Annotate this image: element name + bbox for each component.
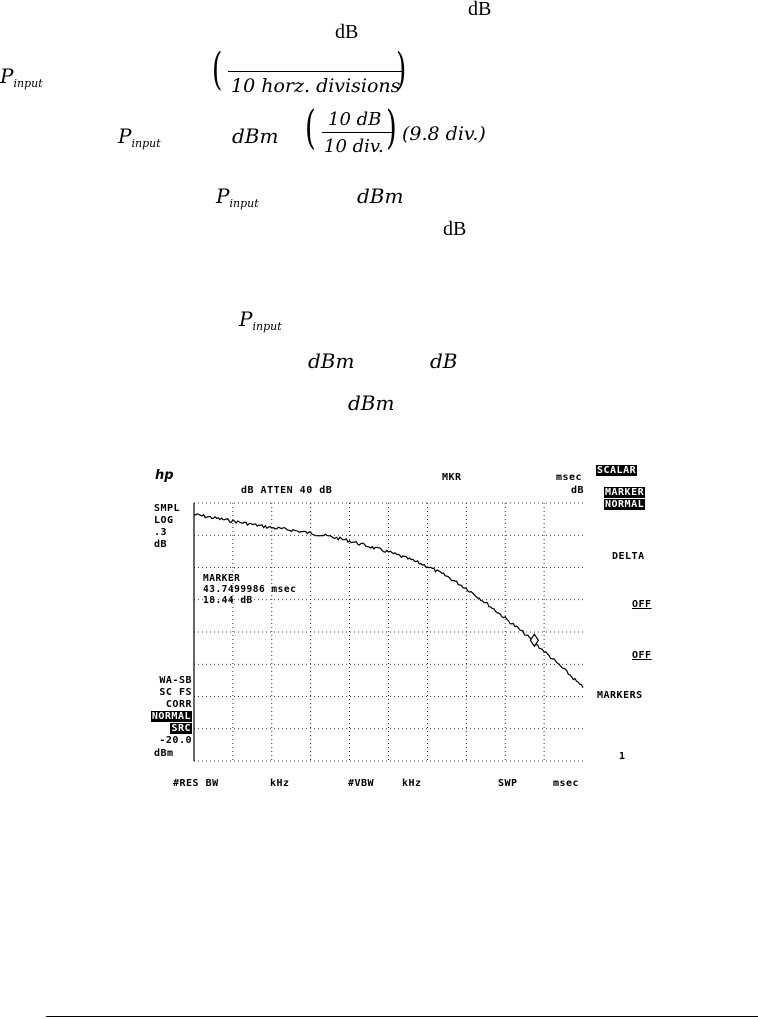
scale-label: .3 <box>154 527 168 538</box>
corr-label: CORR <box>165 699 192 710</box>
ref-unit: dBm <box>154 748 174 759</box>
eq9-unit: dBm <box>348 391 395 415</box>
vbw-label: #VBW <box>348 778 375 789</box>
marker-time: 43.7499986 msec <box>203 584 297 595</box>
swp-unit: msec <box>553 778 580 789</box>
softkey-off-1[interactable]: OFF <box>632 599 652 610</box>
eq4-unit: dBm <box>232 124 279 148</box>
sc-fs-label: SC FS <box>159 687 192 698</box>
eq3-lparen: ( <box>212 44 223 95</box>
eq8-unit-a: dBm <box>308 349 355 373</box>
eq3-rparen: ) <box>396 44 407 95</box>
softkey-marker-label: MARKER <box>605 487 645 498</box>
src-inverse-label: SRC <box>171 723 191 734</box>
eq3-denominator: 10 horz. divisions <box>231 75 401 97</box>
eq5-symbol: $P_{input}$ <box>216 184 259 210</box>
wa-sb-label: WA-SB <box>159 675 192 686</box>
ref-level: -20.0 <box>159 735 192 746</box>
log-label: LOG <box>154 515 174 526</box>
res-bw-label: #RES BW <box>173 778 219 789</box>
atten-label: dB ATTEN 40 dB <box>241 485 333 496</box>
eq5-unit: dBm <box>357 184 404 208</box>
eq4-lparen: ( <box>305 100 316 154</box>
eq4-symbol: $P_{input}$ <box>118 124 161 150</box>
footer-rule <box>46 1016 758 1017</box>
mkr-unit2: dB <box>571 485 585 496</box>
res-bw-unit: kHz <box>270 778 290 789</box>
softkey-page-num: 1 <box>619 751 626 762</box>
softkey-delta[interactable]: DELTA <box>612 551 645 562</box>
softkey-scalar[interactable]: SCALAR <box>597 465 637 476</box>
eq6-unit: dB <box>443 218 467 240</box>
eq4-rparen: ) <box>386 100 397 154</box>
eq4-frac-den: 10 div. <box>324 136 384 157</box>
eq4-frac-num: 10 dB <box>328 109 382 130</box>
eq4-factor: (9.8 div.) <box>402 123 486 145</box>
vbw-unit: kHz <box>402 778 422 789</box>
hp-logo: hp <box>155 468 174 483</box>
eq7-symbol: $P_{input}$ <box>239 307 282 333</box>
eq1-unit: dB <box>468 0 492 20</box>
softkey-normal-label: NORMAL <box>605 499 645 510</box>
eq8-unit-b: dB <box>430 349 458 373</box>
marker-value: 18.44 dB <box>203 595 253 606</box>
smpl-label: SMPL <box>154 503 181 514</box>
softkey-marker-normal[interactable] <box>604 487 645 511</box>
softkey-markers[interactable]: MARKERS <box>597 690 643 701</box>
normal-inverse-label: NORMAL <box>151 711 191 722</box>
mkr-label: MKR <box>442 472 462 483</box>
mkr-unit: msec <box>556 472 583 483</box>
eq2-unit: dB <box>335 21 359 43</box>
marker-title: MARKER <box>203 573 241 584</box>
scale-unit-label: dB <box>154 539 168 550</box>
graticule <box>194 503 583 761</box>
eq3-symbol: $P_{input}$ <box>0 64 43 90</box>
swp-label: SWP <box>498 778 518 789</box>
softkey-off-2[interactable]: OFF <box>632 650 652 661</box>
